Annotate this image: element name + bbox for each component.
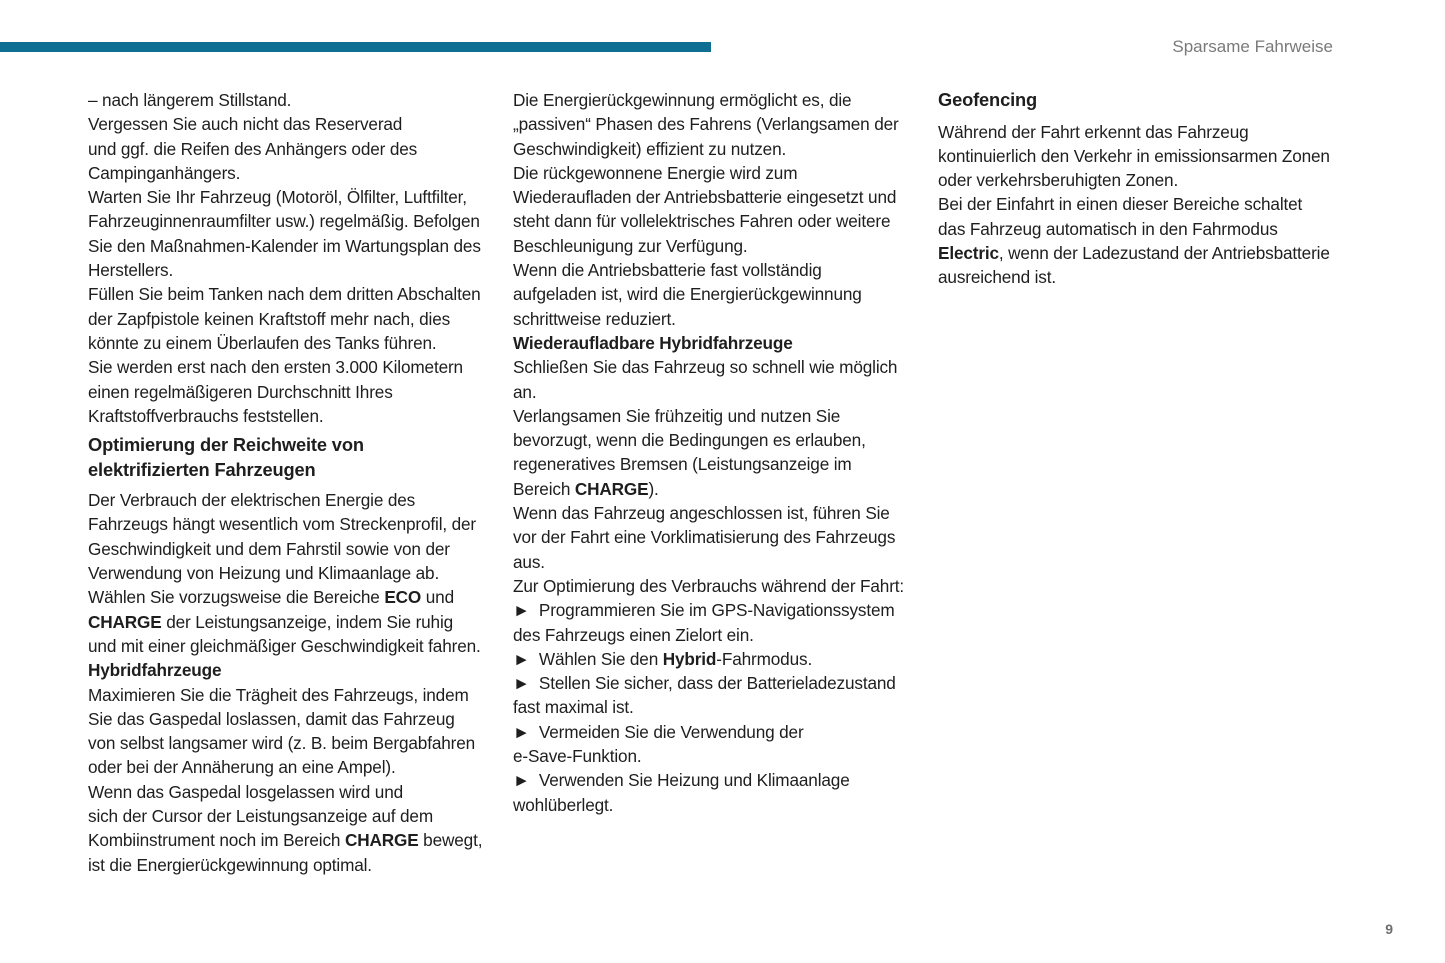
paragraph: Wenn das Gaspedal losgelassen wird und sich der Cursor der Leistungsanzeige auf dem Kombiinstrument noch im Bereich CHARGE bewegt, ist die Energierückgewinnung optimal. xyxy=(88,781,483,875)
page-number: 9 xyxy=(1385,921,1393,937)
paragraph: Die Energierückgewinnung ermöglicht es, die „passiven“ Phasen des Fahrens (Verlangsamen der Geschwindigkeit) effizient zu nutzen. xyxy=(513,90,899,159)
list-item: ► Verwenden Sie Heizung und Klimaanlage wohlüberlegt. xyxy=(513,770,850,815)
header-accent-bar xyxy=(0,42,711,52)
subheading-wiederaufladbare-hybridfahrzeuge: Wiederaufladbare Hybridfahrzeuge xyxy=(513,332,793,353)
paragraph: Die rückgewonnene Energie wird zum Wiederaufladen der Antriebsbatterie eingesetzt und steht dann für vollelektrisches Fahren oder weitere Beschleunigung zur Verfügung. xyxy=(513,162,897,256)
triangle-bullet-icon: ► xyxy=(513,673,530,694)
paragraph: Füllen Sie beim Tanken nach dem dritten Abschalten der Zapfpistole keinen Kraftstoff mehr nach, dies könnte zu einem Überlaufen des Tanks führen. xyxy=(88,284,481,353)
triangle-bullet-icon: ► xyxy=(513,721,530,742)
triangle-bullet-icon: ► xyxy=(513,770,530,791)
subheading-hybridfahrzeuge: Hybridfahrzeuge xyxy=(88,660,222,681)
triangle-bullet-icon: ► xyxy=(513,648,530,669)
paragraph: – nach längerem Stillstand. xyxy=(88,90,292,110)
paragraph: Verlangsamen Sie frühzeitig und nutzen Sie bevorzugt, wenn die Bedingungen es erlauben, regeneratives Bremsen (Leistungsanzeige im Bereich CHARGE). xyxy=(513,405,866,499)
paragraph: Bei der Einfahrt in einen dieser Bereiche schaltet das Fahrzeug automatisch in den Fahrmodus Electric, wenn der Ladezustand der Antriebsbatterie ausreichend ist. xyxy=(938,194,1330,288)
section-heading-reichweite: Optimierung der Reichweite von elektrifizierten Fahrzeugen xyxy=(88,434,364,480)
list-item: ► Programmieren Sie im GPS-Navigationssystem des Fahrzeugs einen Zielort ein. xyxy=(513,600,895,645)
section-heading-geofencing: Geofencing xyxy=(938,89,1038,110)
paragraph: Wenn die Antriebsbatterie fast vollständig aufgeladen ist, wird die Energierückgewinnung schrittweise reduziert. xyxy=(513,260,862,329)
triangle-bullet-icon: ► xyxy=(513,600,530,621)
list-item: ► Vermeiden Sie die Verwendung der e-Save-Funktion. xyxy=(513,721,804,767)
paragraph: Schließen Sie das Fahrzeug so schnell wie möglich an. xyxy=(513,357,898,402)
column-left xyxy=(88,88,498,877)
paragraph: Der Verbrauch der elektrischen Energie des Fahrzeugs hängt wesentlich vom Streckenprofil, der Geschwindigkeit und dem Fahrstil sowie von der Verwendung von Heizung und Klimaanlage ab. xyxy=(88,490,477,584)
paragraph: Vergessen Sie auch nicht das Reserverad und ggf. die Reifen des Anhängers oder des Campinganhängers. xyxy=(88,114,418,183)
list-item: ► Stellen Sie sicher, dass der Batterieladezustand fast maximal ist. xyxy=(513,673,896,718)
list-item: ► Wählen Sie den Hybrid-Fahrmodus. xyxy=(513,648,813,669)
paragraph: Sie werden erst nach den ersten 3.000 Kilometern einen regelmäßigeren Durchschnitt Ihres Kraftstoffverbrauchs feststellen. xyxy=(88,357,463,426)
column-middle xyxy=(513,88,923,817)
paragraph: Wählen Sie vorzugsweise die Bereiche ECO und CHARGE der Leistungsanzeige, indem Sie ruhig und mit einer gleichmäßiger Geschwindigkeit fahren. xyxy=(88,587,481,656)
section-title: Sparsame Fahrweise xyxy=(1172,37,1333,56)
paragraph: Zur Optimierung des Verbrauchs während der Fahrt: xyxy=(513,575,905,596)
paragraph: Wenn das Fahrzeug angeschlossen ist, führen Sie vor der Fahrt eine Vorklimatisierung des Fahrzeugs aus. xyxy=(513,503,896,572)
column-right xyxy=(938,88,1348,290)
paragraph: Maximieren Sie die Trägheit des Fahrzeugs, indem Sie das Gaspedal loslassen, damit das Fahrzeug von selbst langsamer wird (z. B. beim Bergabfahren oder bei der Annäherung an eine Ampel). xyxy=(88,684,476,778)
paragraph: Warten Sie Ihr Fahrzeug (Motoröl, Ölfilter, Luftfilter, Fahrzeuginnenraumfilter usw.) regelmäßig. Befolgen Sie den Maßnahmen-Kalender im Wartungsplan des Herstellers. xyxy=(88,187,481,281)
paragraph: Während der Fahrt erkennt das Fahrzeug kontinuierlich den Verkehr in emissionsarmen Zonen oder verkehrsberuhigten Zonen. xyxy=(938,121,1330,191)
